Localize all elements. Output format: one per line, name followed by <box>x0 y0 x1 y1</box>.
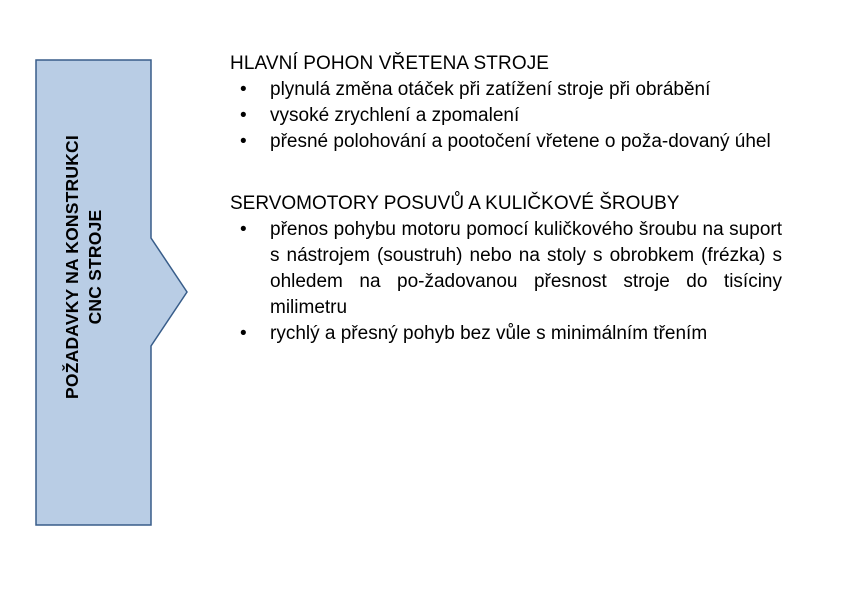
section-title: HLAVNÍ POHON VŘETENA STROJE <box>230 53 550 74</box>
list-item <box>230 77 782 103</box>
arrow-label-line-1: POŽADAVKY NA KONSTRUKCI <box>62 135 82 399</box>
section-main-spindle-drive <box>230 51 782 155</box>
list-item-text: rychlý a přesný pohyb bez vůle s minimálním třením <box>270 323 708 344</box>
bullet-list <box>230 77 782 155</box>
content-panel <box>230 51 782 347</box>
arrow-label <box>61 57 107 477</box>
bullet-icon: • <box>240 105 247 126</box>
list-item <box>230 103 782 129</box>
list-item <box>230 129 782 155</box>
bullet-icon: • <box>240 219 247 240</box>
arrow-label-line-2: CNC STROJE <box>85 209 105 325</box>
bullet-list <box>230 217 782 347</box>
list-item-text: přenos pohybu motoru pomocí kuličkového šroubu na suport s nástrojem (soustruh) nebo na stoly s obrobkem (frézka) s ohledem na po-žadovanou přesnost stroje do tisíciny milimetru <box>270 219 782 318</box>
bullet-icon: • <box>240 79 247 100</box>
list-item-text: přesné polohování a pootočení vřetene o poža-dovaný úhel <box>270 131 771 152</box>
arrow-polygon <box>36 60 187 525</box>
list-item-text: plynulá změna otáček při zatížení stroje při obrábění <box>270 79 711 100</box>
section-title: SERVOMOTORY POSUVŮ A KULIČKOVÉ ŠROUBY <box>230 193 680 214</box>
section-servomotors <box>230 191 782 347</box>
bullet-icon: • <box>240 323 247 344</box>
bullet-icon: • <box>240 131 247 152</box>
list-item-text: vysoké zrychlení a zpomalení <box>270 105 520 126</box>
list-item <box>230 217 782 321</box>
list-item <box>230 321 782 347</box>
